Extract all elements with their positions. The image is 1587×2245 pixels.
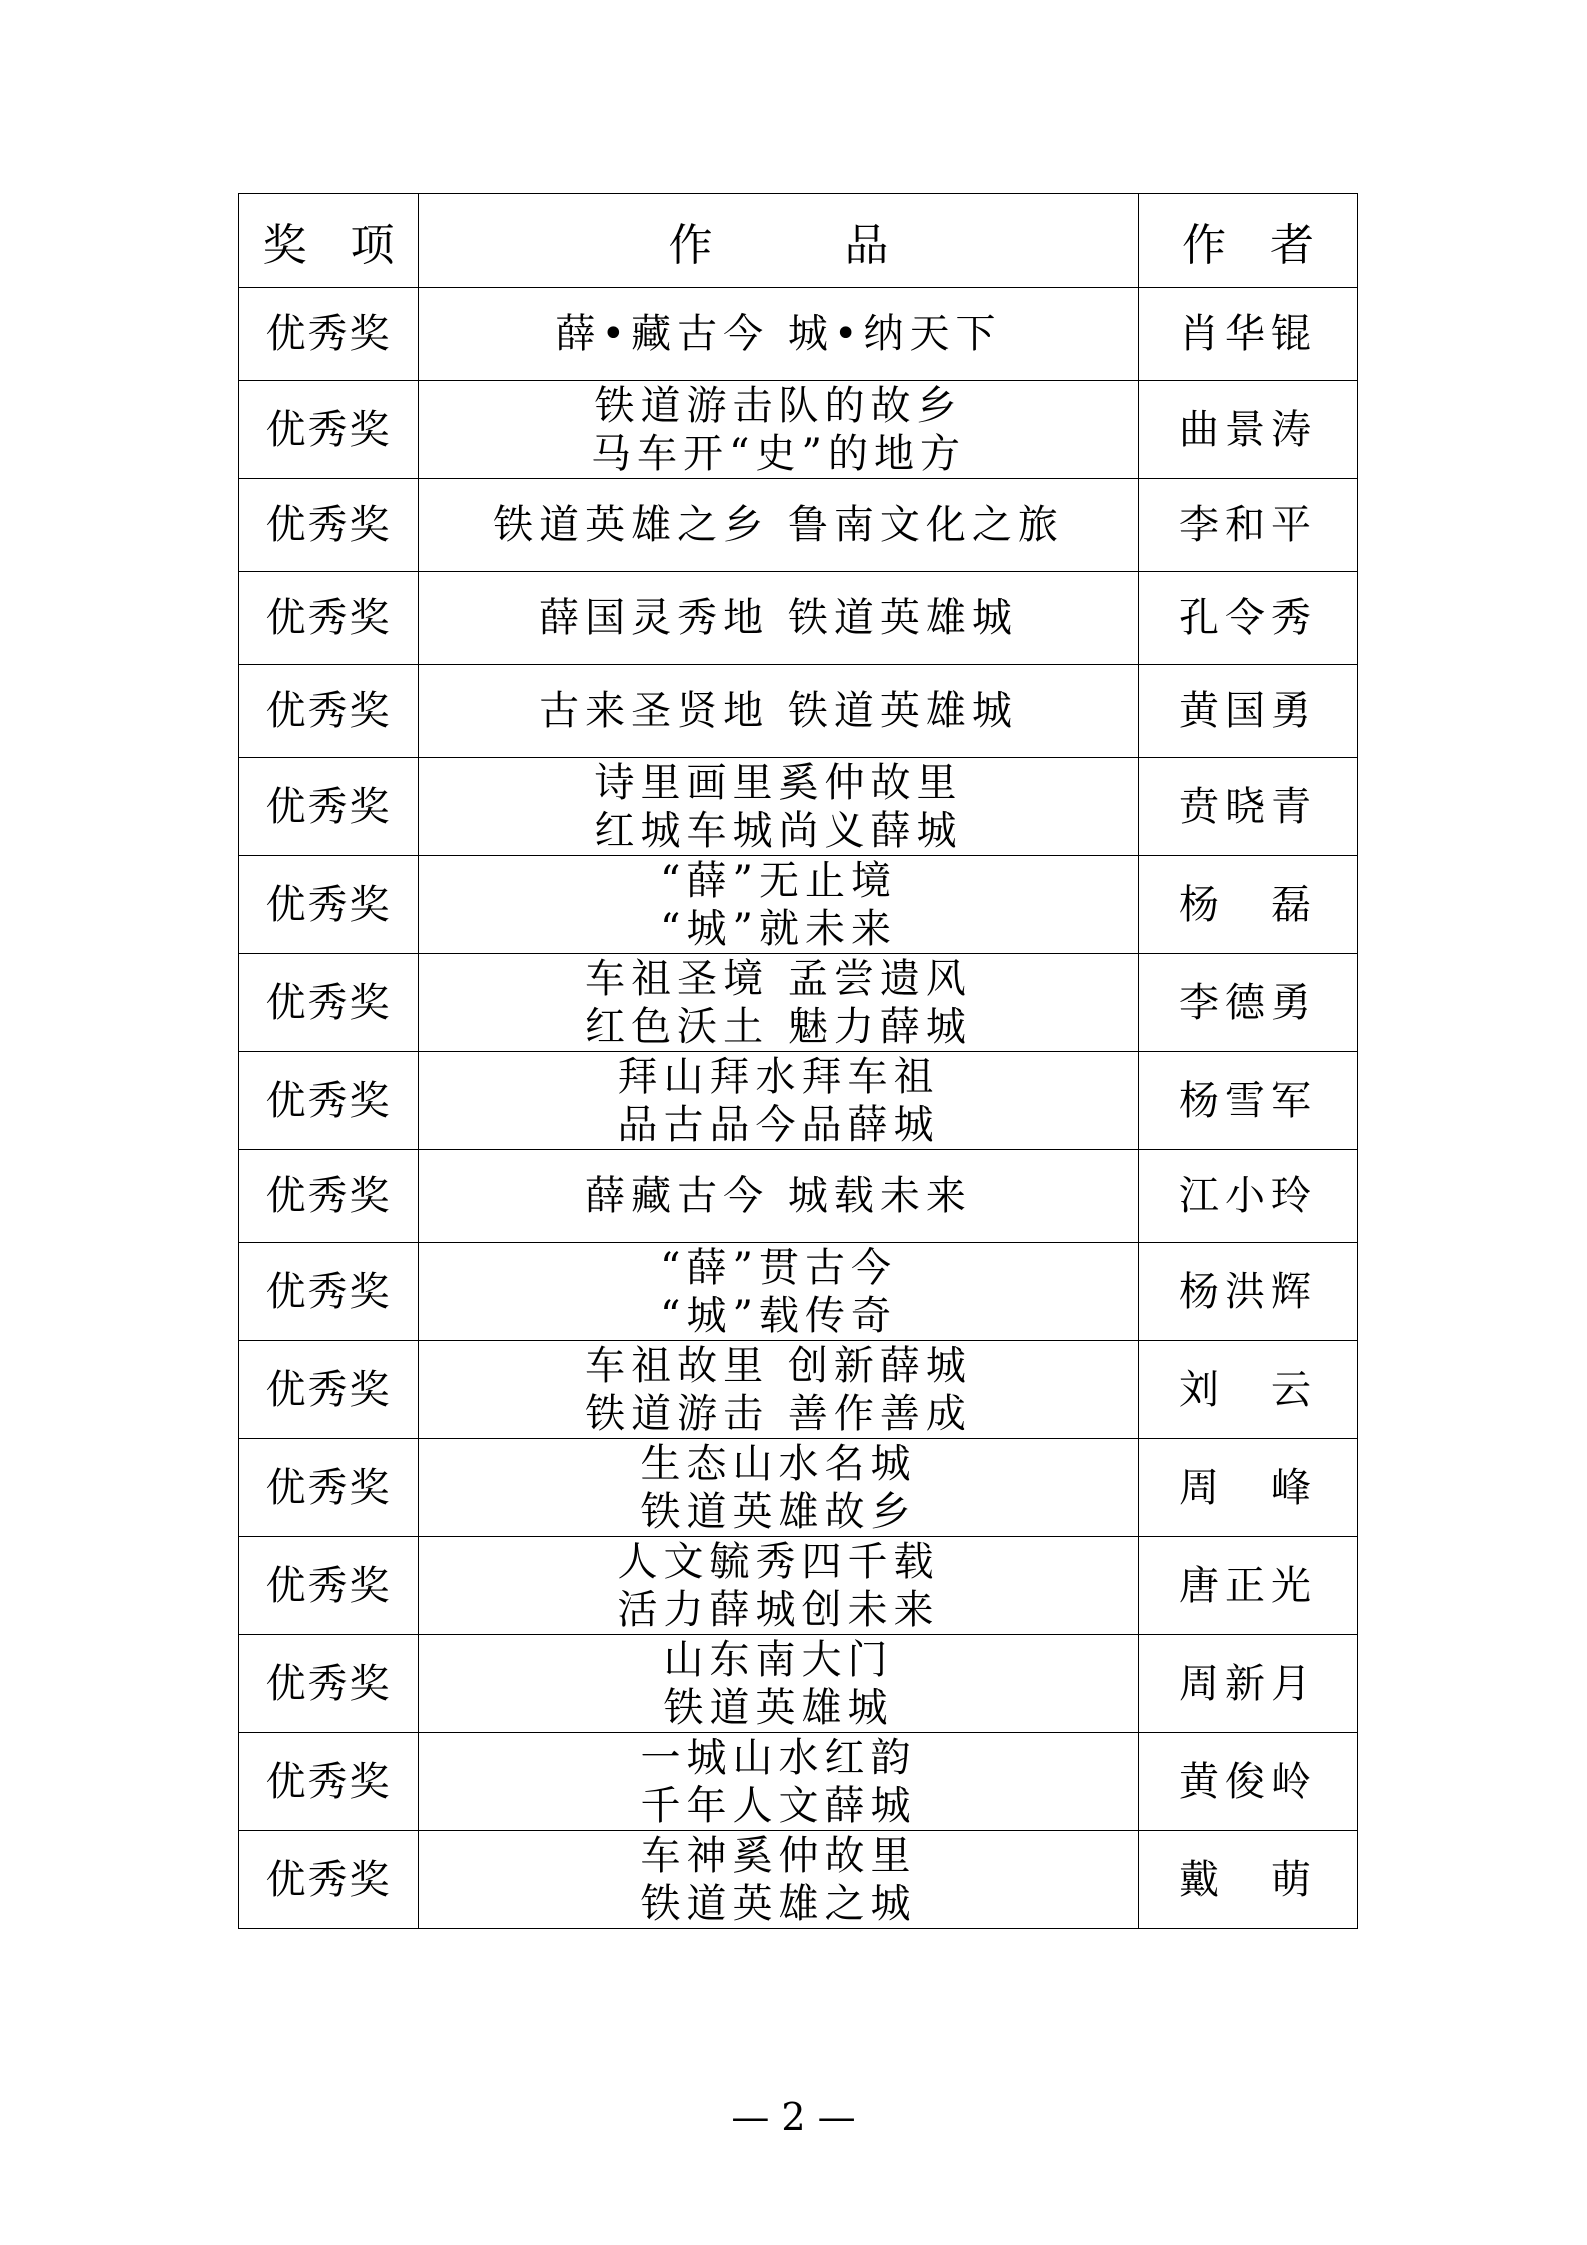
work-cell — [419, 1831, 1139, 1929]
author-cell: 曲景涛 — [1139, 381, 1358, 479]
work-line: 活力薛城创未来 — [617, 1586, 940, 1633]
author-cell: 李和平 — [1139, 479, 1358, 572]
work-line: 薛国灵秀地 铁道英雄城 — [539, 595, 1018, 641]
author-cell: 戴 萌 — [1139, 1831, 1358, 1929]
award-cell: 优秀奖 — [239, 1635, 419, 1733]
table-row — [239, 1831, 1358, 1929]
header-work: 作 品 — [419, 194, 1139, 288]
award-cell: 优秀奖 — [239, 288, 419, 381]
award-cell: 优秀奖 — [239, 856, 419, 954]
work-cell — [419, 479, 1139, 572]
table-row — [239, 758, 1358, 856]
table-row — [239, 1052, 1358, 1150]
work-line: 铁道游击 善作善成 — [585, 1390, 972, 1437]
table-row — [239, 954, 1358, 1052]
work-line: 品古品今品薛城 — [617, 1101, 940, 1148]
work-line: 人文毓秀四千载 — [617, 1538, 940, 1585]
award-cell: 优秀奖 — [239, 1831, 419, 1929]
award-cell: 优秀奖 — [239, 1150, 419, 1243]
award-cell: 优秀奖 — [239, 381, 419, 479]
award-cell: 优秀奖 — [239, 1439, 419, 1537]
author-cell: 杨 磊 — [1139, 856, 1358, 954]
work-line: 车祖圣境 孟尝遗风 — [585, 955, 972, 1002]
work-line: 铁道英雄之乡 鲁南文化之旅 — [493, 502, 1064, 548]
award-cell: 优秀奖 — [239, 1733, 419, 1831]
work-cell — [419, 1635, 1139, 1733]
award-cell: 优秀奖 — [239, 1537, 419, 1635]
author-cell: 周新月 — [1139, 1635, 1358, 1733]
work-cell — [419, 1341, 1139, 1439]
work-cell — [419, 954, 1139, 1052]
work-cell — [419, 1537, 1139, 1635]
work-line: 千年人文薛城 — [640, 1782, 917, 1829]
table-row — [239, 856, 1358, 954]
author-cell: 贲晓青 — [1139, 758, 1358, 856]
author-cell: 刘 云 — [1139, 1341, 1358, 1439]
table-row — [239, 1635, 1358, 1733]
table-row — [239, 665, 1358, 758]
work-line: “城”载传奇 — [660, 1292, 897, 1339]
table-row — [239, 381, 1358, 479]
author-cell: 江小玲 — [1139, 1150, 1358, 1243]
table-row — [239, 479, 1358, 572]
author-cell: 孔令秀 — [1139, 572, 1358, 665]
award-cell: 优秀奖 — [239, 1243, 419, 1341]
author-cell: 杨洪辉 — [1139, 1243, 1358, 1341]
table-row — [239, 1733, 1358, 1831]
header-row — [239, 194, 1358, 288]
header-award: 奖 项 — [239, 194, 419, 288]
work-line: “薛”无止境 — [660, 857, 897, 904]
work-line: 铁道游击队的故乡 — [594, 382, 963, 429]
work-cell — [419, 1052, 1139, 1150]
work-line: “薛”贯古今 — [660, 1244, 897, 1291]
work-line: 拜山拜水拜车祖 — [617, 1053, 940, 1100]
work-line: 一城山水红韵 — [640, 1734, 917, 1781]
work-cell — [419, 381, 1139, 479]
award-cell: 优秀奖 — [239, 758, 419, 856]
award-cell: 优秀奖 — [239, 1341, 419, 1439]
table-body — [239, 288, 1358, 1929]
award-cell: 优秀奖 — [239, 572, 419, 665]
author-cell: 肖华锟 — [1139, 288, 1358, 381]
award-cell: 优秀奖 — [239, 1052, 419, 1150]
table-row — [239, 572, 1358, 665]
author-cell: 黄俊岭 — [1139, 1733, 1358, 1831]
work-line: 红城车城尚义薛城 — [594, 807, 963, 854]
work-cell — [419, 665, 1139, 758]
author-cell: 杨雪军 — [1139, 1052, 1358, 1150]
author-cell: 周 峰 — [1139, 1439, 1358, 1537]
work-cell — [419, 856, 1139, 954]
work-cell — [419, 572, 1139, 665]
table-row — [239, 1537, 1358, 1635]
work-cell — [419, 758, 1139, 856]
award-cell: 优秀奖 — [239, 954, 419, 1052]
table-row — [239, 1439, 1358, 1537]
work-line: 车神奚仲故里 — [640, 1832, 917, 1879]
awards-table — [238, 193, 1358, 1929]
work-cell — [419, 1733, 1139, 1831]
work-cell — [419, 1150, 1139, 1243]
award-cell: 优秀奖 — [239, 479, 419, 572]
page-number: — 2 — — [731, 2095, 856, 2139]
table-row — [239, 1243, 1358, 1341]
table-row — [239, 1150, 1358, 1243]
table-row — [239, 288, 1358, 381]
work-line: 诗里画里奚仲故里 — [594, 759, 963, 806]
work-line: 薛•藏古今 城•纳天下 — [555, 311, 1002, 357]
work-line: 车祖故里 创新薛城 — [585, 1342, 972, 1389]
work-line: 红色沃土 魅力薛城 — [585, 1003, 972, 1050]
work-line: 古来圣贤地 铁道英雄城 — [539, 688, 1018, 734]
header-author: 作 者 — [1139, 194, 1358, 288]
work-line: 生态山水名城 — [640, 1440, 917, 1487]
work-line: 薛藏古今 城载未来 — [585, 1173, 972, 1219]
work-line: 铁道英雄故乡 — [640, 1488, 917, 1535]
work-cell — [419, 288, 1139, 381]
author-cell: 唐正光 — [1139, 1537, 1358, 1635]
work-line: “城”就未来 — [660, 905, 897, 952]
author-cell: 黄国勇 — [1139, 665, 1358, 758]
work-cell — [419, 1439, 1139, 1537]
work-line: 马车开“史”的地方 — [591, 430, 966, 477]
work-line: 铁道英雄城 — [663, 1684, 894, 1731]
work-line: 山东南大门 — [663, 1636, 894, 1683]
work-line: 铁道英雄之城 — [640, 1880, 917, 1927]
award-cell: 优秀奖 — [239, 665, 419, 758]
table-row — [239, 1341, 1358, 1439]
author-cell: 李德勇 — [1139, 954, 1358, 1052]
work-cell — [419, 1243, 1139, 1341]
